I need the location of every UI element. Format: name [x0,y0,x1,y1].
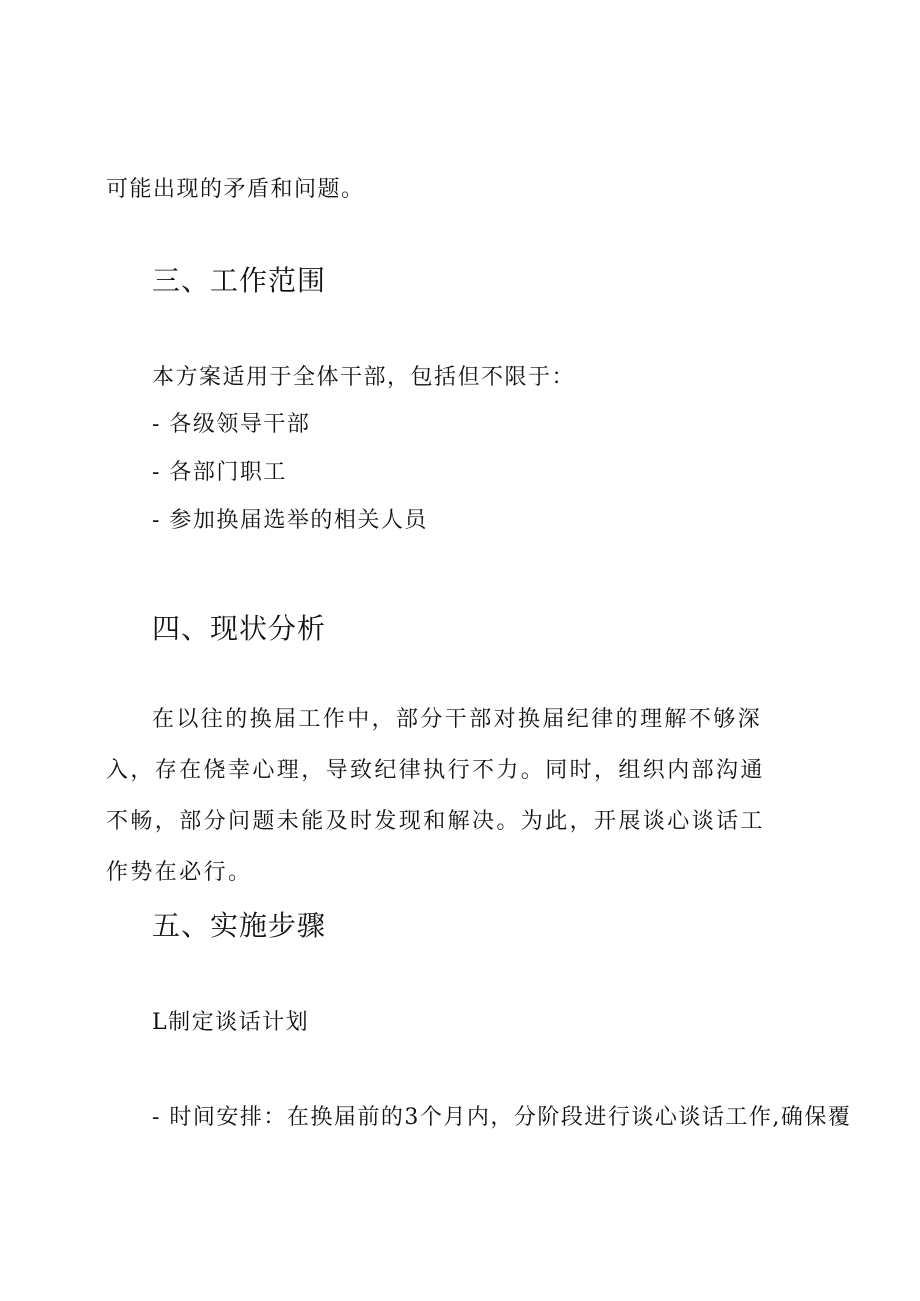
list-item: - 参加换届选举的相关人员 [152,508,428,533]
section-4-title: 四、现状分析 [152,612,327,645]
list-item: - 各部门职工 [152,460,287,485]
step-1-title: L制定谈话计划 [152,1010,310,1035]
section-5-title: 五、实施步骤 [152,909,327,942]
list-item: - 各级领导干部 [152,412,311,437]
section-4-paragraph: 在以往的换届工作中，部分干部对换届纪律的理解不够深入，存在侥幸心理，导致纪律执行不力。同时，组织内部沟通不畅，部分问题未能及时发现和解决。为此，开展谈心谈话工作势在必行。 [106,707,765,885]
step-1-detail: - 时间安排：在换届前的3个月内，分阶段进行谈心谈话工作,确保覆 [152,1105,852,1130]
section-3-title: 三、工作范围 [152,264,327,297]
section-3-intro: 本方案适用于全体干部，包括但不限于： [152,365,576,390]
continuation-text: 可能出现的矛盾和问题。 [106,177,365,202]
